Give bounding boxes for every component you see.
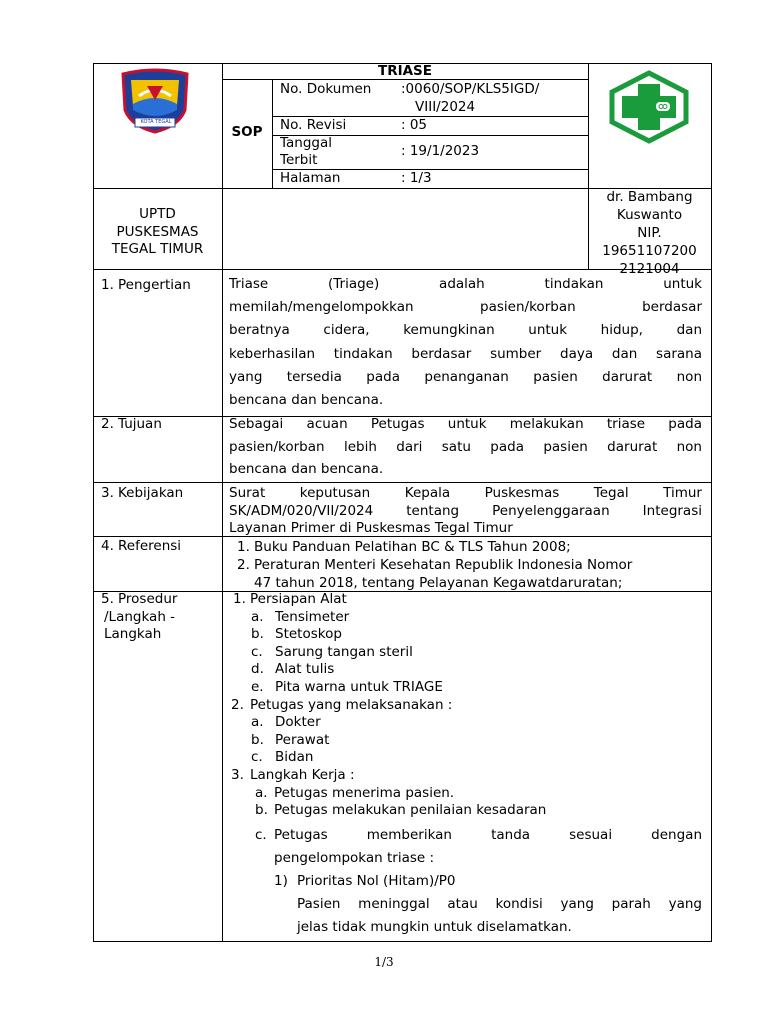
prosedur-label: Prosedur /Langkah - Langkah — [104, 591, 178, 642]
kebijakan-number: 3. — [101, 485, 114, 501]
alat-item: d. Alat tulis — [251, 661, 335, 678]
referensi-list — [229, 538, 702, 592]
prosedur-body: 1. Persiapan Alat a. Tensimeter b. Stetoskop c. Sarung tangan steril d. Alat tulis e. Pita warna untuk TRIAGE 2. Petugas yang melaksanakan : a. Dokter b. Perawat c. Bidan 3. Langkah Kerja : a. Petugas menerima pasien. b. Petugas melakukan penilaian kesadaran c. Petugas memberikan tanda sesuai dengan pengelompokan triase : 1) Prioritas Nol (Hitam)/P0 Pasien meninggal atau kondisi yang parah yang jelas tidak mungkin untuk diselamatkan. — [229, 591, 702, 939]
puskesmas-logo — [608, 70, 690, 144]
alat-item: e. Pita warna untuk TRIAGE — [251, 678, 443, 695]
org-name: UPTD PUSKESMAS TEGAL TIMUR — [111, 206, 204, 257]
alat-item: a. Tensimeter — [251, 608, 350, 625]
halaman-label: Halaman — [280, 170, 341, 186]
tujuan-text: Sebagai acuan Petugas untuk melakukan triase pada pasien/korban lebih dari satu pada pasien darurat non bencana dan bencana. — [229, 416, 702, 477]
pengertian-label: Pengertian — [118, 277, 191, 293]
page-number: 1/3 — [374, 955, 394, 969]
halaman-value: : 1/3 — [401, 170, 432, 186]
alat-item: b. Stetoskop — [251, 626, 342, 643]
tanggal-terbit-label-line1: Tanggal — [280, 135, 333, 151]
signer-block: dr. Bambang Kuswanto NIP. 19651107200 2121004 — [602, 189, 697, 277]
referensi-label: Referensi — [118, 538, 182, 554]
alat-item: c. Sarung tangan steril — [251, 643, 413, 660]
no-dokumen-value-line1: :0060/SOP/KLS5IGD/ — [401, 81, 540, 97]
langkah-item: b. Petugas melakukan penilaian kesadaran — [255, 802, 547, 819]
langkah-item: a. Petugas menerima pasien. — [255, 784, 455, 801]
prosedur-number: 5. — [101, 591, 114, 607]
petugas-item: b. Perawat — [251, 731, 330, 748]
tanggal-terbit-value: : 19/1/2023 — [401, 143, 480, 159]
no-dokumen-value-line2: VIII/2024 — [415, 99, 476, 115]
no-revisi-value: : 05 — [401, 117, 428, 133]
emblem-ribbon-text: KOTA TEGAL — [140, 119, 172, 125]
tanggal-terbit-label-line2: Terbit — [280, 152, 318, 168]
pengertian-number: 1. — [101, 277, 114, 293]
no-revisi-label: No. Revisi — [280, 117, 347, 133]
referensi-item: 2. Peraturan Menteri Kesehatan Republik Indonesia Nomor 47 tahun 2018, tentang Pelayanan Kegawatdaruratan; — [237, 557, 633, 591]
document-title: TRIASE — [377, 63, 433, 79]
pengertian-text: Triase (Triage) adalah tindakan untuk memilah/mengelompokkan pasien/korban berdasar beratnya cidera, kemungkinan untuk hidup, dan keberhasilan tindakan berdasar sumber daya dan sarana yang tersedia pada penanganan pasien darurat non bencana dan bencana. — [229, 276, 702, 409]
referensi-item: 1. Buku Panduan Pelatihan BC & TLS Tahun 2008; — [237, 539, 571, 555]
tujuan-label: Tujuan — [118, 416, 162, 432]
tujuan-number: 2. — [101, 416, 114, 432]
petugas-item: a. Dokter — [251, 714, 321, 731]
petugas-item: c. Bidan — [251, 749, 314, 766]
langkah-item: c. Petugas memberikan tanda sesuai dengan pengelompokan triase : — [255, 827, 702, 867]
prioritas-desc: Pasien meninggal atau kondisi yang parah yang jelas tidak mungkin untuk diselamatkan. — [297, 896, 702, 936]
kebijakan-text: Surat keputusan Kepala Puskesmas Tegal Timur SK/ADM/020/VII/2024 tentang Penyelenggaraan Integrasi Layanan Primer di Puskesmas Tegal Timur — [229, 485, 702, 536]
no-dokumen-label: No. Dokumen — [280, 81, 372, 97]
kebijakan-label: Kebijakan — [118, 485, 184, 501]
prioritas-item: 1) Prioritas Nol (Hitam)/P0 — [274, 873, 456, 890]
sop-label: SOP — [231, 124, 263, 140]
regional-emblem-logo — [117, 66, 193, 134]
referensi-number: 4. — [101, 538, 114, 554]
